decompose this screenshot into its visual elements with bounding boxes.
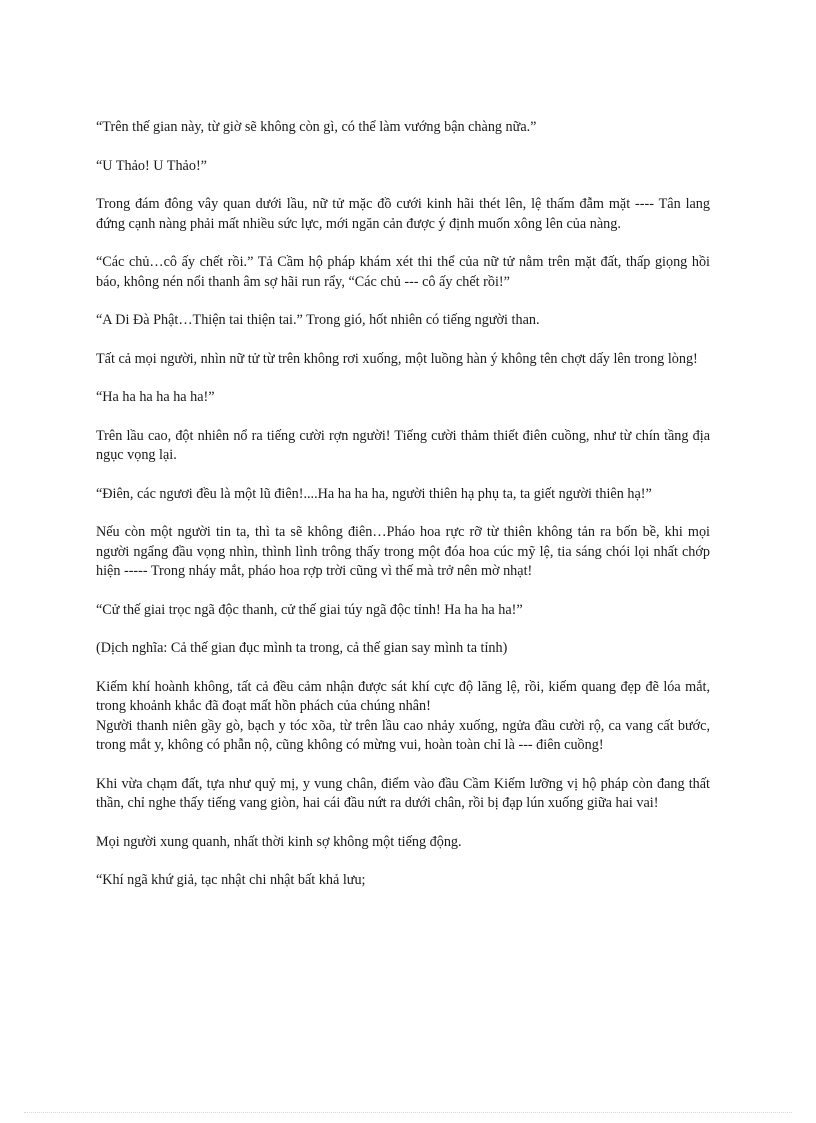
- paragraph: “Trên thế gian này, từ giờ sẽ không còn gì, có thể làm vướng bận chàng nữa.”: [96, 119, 537, 135]
- paragraph: Trên lầu cao, đột nhiên nổ ra tiếng cười rợn người! Tiếng cười thảm thiết điên cuồng, như từ chín tầng địa ngục vọng lại.: [96, 427, 710, 463]
- paragraph: “Các chủ…cô ấy chết rồi.” Tả Cầm hộ pháp khám xét thi thể của nữ tử nằm trên mặt đất, thấp giọng hồi báo, không nén nổi thanh âm sợ hãi run rẩy, “Các chủ --- cô ấy chết rồi!”: [96, 254, 710, 290]
- paragraph: Nếu còn một người tin ta, thì ta sẽ không điên…Pháo hoa rực rỡ từ thiên không tản ra bốn bề, khi mọi người ngẩng đầu vọng nhìn, thình lình trông thấy trong một đóa hoa cúc mỹ lệ, tia sáng chói lọi nhất chớp hiện ----- Trong nháy mắt, pháo hoa rợp trời cũng vì thế mà trở nên mờ nhạt!: [96, 524, 710, 579]
- page-bottom-border: [24, 1112, 792, 1113]
- paragraph: Trong đám đông vây quan dưới lầu, nữ tử mặc đồ cưới kinh hãi thét lên, lệ thấm đẫm mặt ---- Tân lang đứng cạnh nàng phải mất nhiều sức lực, mới ngăn cản được ý định muốn xông lên của nàng.: [96, 196, 710, 232]
- paragraph: (Dịch nghĩa: Cả thế gian đục mình ta trong, cả thế gian say mình ta tỉnh): [96, 640, 508, 656]
- paragraph: Khi vừa chạm đất, tựa như quỷ mị, y vung chân, điểm vào đầu Cầm Kiếm lưỡng vị hộ pháp còn đang thất thần, chỉ nghe thấy tiếng vang giòn, hai cái đầu nứt ra dưới chân, rồi bị đạp lún xuống giữa hai vai!: [96, 775, 710, 811]
- paragraph: Mọi người xung quanh, nhất thời kinh sợ không một tiếng động.: [96, 833, 462, 850]
- paragraph: “A Di Đà Phật…Thiện tai thiện tai.” Trong gió, hốt nhiên có tiếng người than.: [96, 312, 540, 328]
- paragraph: “Khí ngã khứ giả, tạc nhật chi nhật bất khả lưu;: [96, 872, 366, 888]
- paragraph: Kiếm khí hoành không, tất cả đều cảm nhận được sát khí cực độ lăng lệ, rồi, kiếm quang đẹp đẽ lóa mắt, trong khoảnh khắc đã đoạt mất hồn phách của chúng nhân!: [96, 678, 710, 714]
- paragraph: “Điên, các ngươi đều là một lũ điên!....Ha ha ha ha, người thiên hạ phụ ta, ta giết người thiên hạ!”: [96, 485, 652, 502]
- document-body: [96, 118, 710, 910]
- paragraph: “Cử thế giai trọc ngã độc thanh, cử thế giai túy ngã độc tỉnh! Ha ha ha ha!”: [96, 601, 523, 618]
- paragraph: “U Thảo! U Thảo!”: [96, 157, 207, 174]
- paragraph: Người thanh niên gầy gò, bạch y tóc xõa, từ trên lầu cao nhảy xuống, ngửa đầu cười rộ, ca vang cất bước, trong mắt y, không có phẫn nộ, cũng không có mừng vui, hoàn toàn chỉ là --- điên cuồng!: [96, 717, 710, 753]
- paragraph: Tất cả mọi người, nhìn nữ tử từ trên không rơi xuống, một luồng hàn ý không tên chợt dấy lên trong lòng!: [96, 350, 698, 367]
- paragraph: “Ha ha ha ha ha ha!”: [96, 389, 215, 405]
